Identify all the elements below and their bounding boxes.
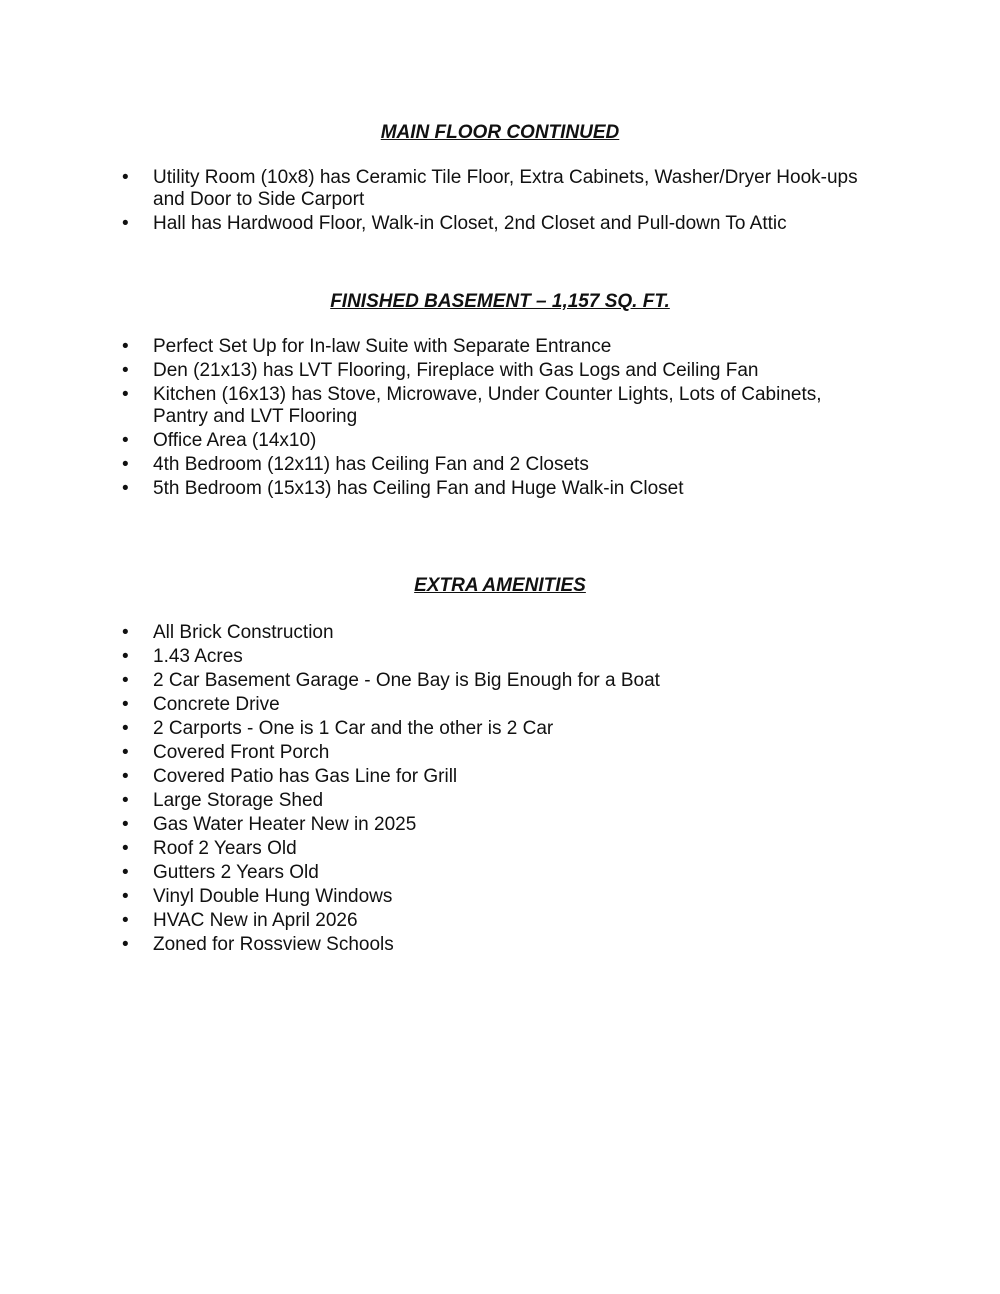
list-item-text: Large Storage Shed: [153, 790, 324, 811]
bullet-icon: •: [122, 766, 129, 787]
list-item-text: Concrete Drive: [153, 694, 280, 715]
list-item-text: 1.43 Acres: [153, 646, 243, 667]
list-item-text: Covered Front Porch: [153, 742, 330, 763]
bullet-icon: •: [122, 838, 129, 859]
list-item-text: 4th Bedroom (12x11) has Ceiling Fan and 2 Closets: [153, 454, 589, 475]
section-heading-main-floor-continued: MAIN FLOOR CONTINUED: [380, 122, 620, 143]
bullet-icon: •: [122, 167, 129, 188]
bullet-icon: •: [122, 694, 129, 715]
list-item: [0, 621, 1000, 645]
bullet-icon: •: [122, 886, 129, 907]
list-item-text: Hall has Hardwood Floor, Walk-in Closet, 2nd Closet and Pull-down To Attic: [153, 213, 787, 234]
list-item: [0, 384, 1000, 428]
list-item: [0, 693, 1000, 717]
list-item: [0, 885, 1000, 909]
bullet-icon: •: [122, 478, 129, 499]
list-item-text: Covered Patio has Gas Line for Grill: [153, 766, 458, 787]
list-item-text: 5th Bedroom (15x13) has Ceiling Fan and Huge Walk-in Closet: [153, 478, 684, 499]
list-item: [0, 645, 1000, 669]
list-item-text: 2 Car Basement Garage - One Bay is Big Enough for a Boat: [153, 670, 660, 691]
main-floor-list: [0, 167, 1000, 237]
list-item-text: Vinyl Double Hung Windows: [153, 886, 393, 907]
list-item-text: Utility Room (10x8) has Ceramic Tile Floor, Extra Cabinets, Washer/Dryer Hook-ups and Door to Side Carport: [153, 167, 858, 210]
list-item: [0, 933, 1000, 957]
list-item: [0, 669, 1000, 693]
list-item-text: Gas Water Heater New in 2025: [153, 814, 417, 835]
bullet-icon: •: [122, 934, 129, 955]
list-item: [0, 741, 1000, 765]
list-item: [0, 213, 1000, 235]
bullet-icon: •: [122, 622, 129, 643]
bullet-icon: •: [122, 718, 129, 739]
list-item-text: Kitchen (16x13) has Stove, Microwave, Under Counter Lights, Lots of Cabinets, Pantry and LVT Flooring: [153, 384, 822, 427]
list-item: [0, 789, 1000, 813]
list-item-text: Gutters 2 Years Old: [153, 862, 319, 883]
bullet-icon: •: [122, 862, 129, 883]
list-item-text: Roof 2 Years Old: [153, 838, 297, 859]
list-item-text: 2 Carports - One is 1 Car and the other is 2 Car: [153, 718, 554, 739]
list-item: [0, 765, 1000, 789]
list-item: [0, 837, 1000, 861]
list-item: [0, 478, 1000, 500]
list-item-text: Zoned for Rossview Schools: [153, 934, 394, 955]
list-item: [0, 167, 1000, 211]
bullet-icon: •: [122, 384, 129, 405]
bullet-icon: •: [122, 646, 129, 667]
section-heading-extra-amenities: EXTRA AMENITIES: [414, 575, 586, 596]
list-item: [0, 336, 1000, 358]
list-item: [0, 360, 1000, 382]
bullet-icon: •: [122, 670, 129, 691]
bullet-icon: •: [122, 910, 129, 931]
list-item-text: Perfect Set Up for In-law Suite with Separate Entrance: [153, 336, 612, 357]
list-item-text: HVAC New in April 2026: [153, 910, 358, 931]
list-item: [0, 909, 1000, 933]
bullet-icon: •: [122, 454, 129, 475]
finished-basement-list: [0, 336, 1000, 502]
bullet-icon: •: [122, 336, 129, 357]
list-item-text: Office Area (14x10): [153, 430, 317, 451]
section-heading-finished-basement: FINISHED BASEMENT – 1,157 SQ. FT.: [330, 291, 670, 312]
bullet-icon: •: [122, 742, 129, 763]
bullet-icon: •: [122, 814, 129, 835]
list-item: [0, 454, 1000, 476]
list-item-text: Den (21x13) has LVT Flooring, Fireplace with Gas Logs and Ceiling Fan: [153, 360, 759, 381]
bullet-icon: •: [122, 430, 129, 451]
list-item-text: All Brick Construction: [153, 622, 334, 643]
list-item: [0, 861, 1000, 885]
bullet-icon: •: [122, 790, 129, 811]
bullet-icon: •: [122, 360, 129, 381]
list-item: [0, 717, 1000, 741]
list-item: [0, 430, 1000, 452]
bullet-icon: •: [122, 213, 129, 234]
extra-amenities-list: [0, 621, 1000, 957]
list-item: [0, 813, 1000, 837]
